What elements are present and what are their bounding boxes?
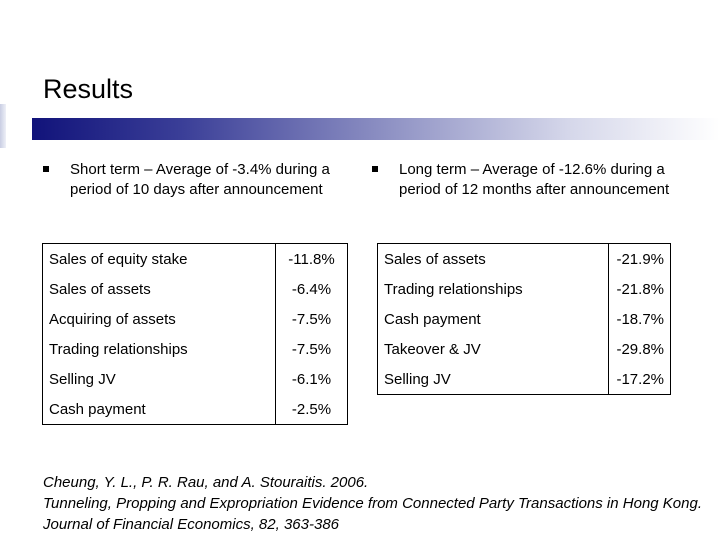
- row-label: Cash payment: [378, 304, 609, 334]
- slide-title: Results: [43, 74, 134, 104]
- row-label: Sales of assets: [43, 274, 276, 304]
- row-value: -17.2%: [609, 364, 671, 395]
- row-label: Trading relationships: [378, 274, 609, 304]
- row-value: -7.5%: [276, 304, 348, 334]
- table-row: [43, 304, 348, 334]
- table-row: [378, 304, 671, 334]
- long-term-table: [377, 243, 671, 395]
- table-row: [43, 244, 348, 275]
- table-row: [43, 334, 348, 364]
- bullet-text: Long term – Average of -12.6% during a period of 12 months after announcement: [399, 161, 670, 198]
- left-accent-strip: [0, 104, 6, 148]
- table-row: [43, 394, 348, 425]
- row-label: Acquiring of assets: [43, 304, 276, 334]
- table-row: [43, 274, 348, 304]
- short-term-table: [42, 243, 348, 425]
- row-label: Sales of equity stake: [43, 244, 276, 275]
- row-value: -18.7%: [609, 304, 671, 334]
- square-bullet-icon: [372, 166, 378, 172]
- row-value: -6.4%: [276, 274, 348, 304]
- table-row: [378, 274, 671, 304]
- row-value: -6.1%: [276, 364, 348, 394]
- row-label: Trading relationships: [43, 334, 276, 364]
- row-value: -29.8%: [609, 334, 671, 364]
- table-row: [43, 364, 348, 394]
- table-row: [378, 244, 671, 275]
- row-label: Selling JV: [378, 364, 609, 395]
- row-value: -21.8%: [609, 274, 671, 304]
- title-gradient-bar: [32, 118, 720, 140]
- row-label: Selling JV: [43, 364, 276, 394]
- row-value: -7.5%: [276, 334, 348, 364]
- table-row: [378, 364, 671, 395]
- bullet-text: Short term – Average of -3.4% during a period of 10 days after announcement: [70, 161, 330, 198]
- square-bullet-icon: [43, 166, 49, 172]
- row-label: Takeover & JV: [378, 334, 609, 364]
- table-row: [378, 334, 671, 364]
- row-label: Cash payment: [43, 394, 276, 425]
- row-value: -2.5%: [276, 394, 348, 425]
- row-value: -11.8%: [276, 244, 348, 275]
- citation-title: Tunneling, Propping and Expropriation Evidence from Connected Party Transactions in Hong Kong. Journal of Financial Economics, 82, 363-386: [43, 495, 702, 533]
- row-value: -21.9%: [609, 244, 671, 275]
- citation-authors: Cheung, Y. L., P. R. Rau, and A. Stouraitis. 2006.: [43, 474, 369, 491]
- citation: [43, 472, 703, 535]
- row-label: Sales of assets: [378, 244, 609, 275]
